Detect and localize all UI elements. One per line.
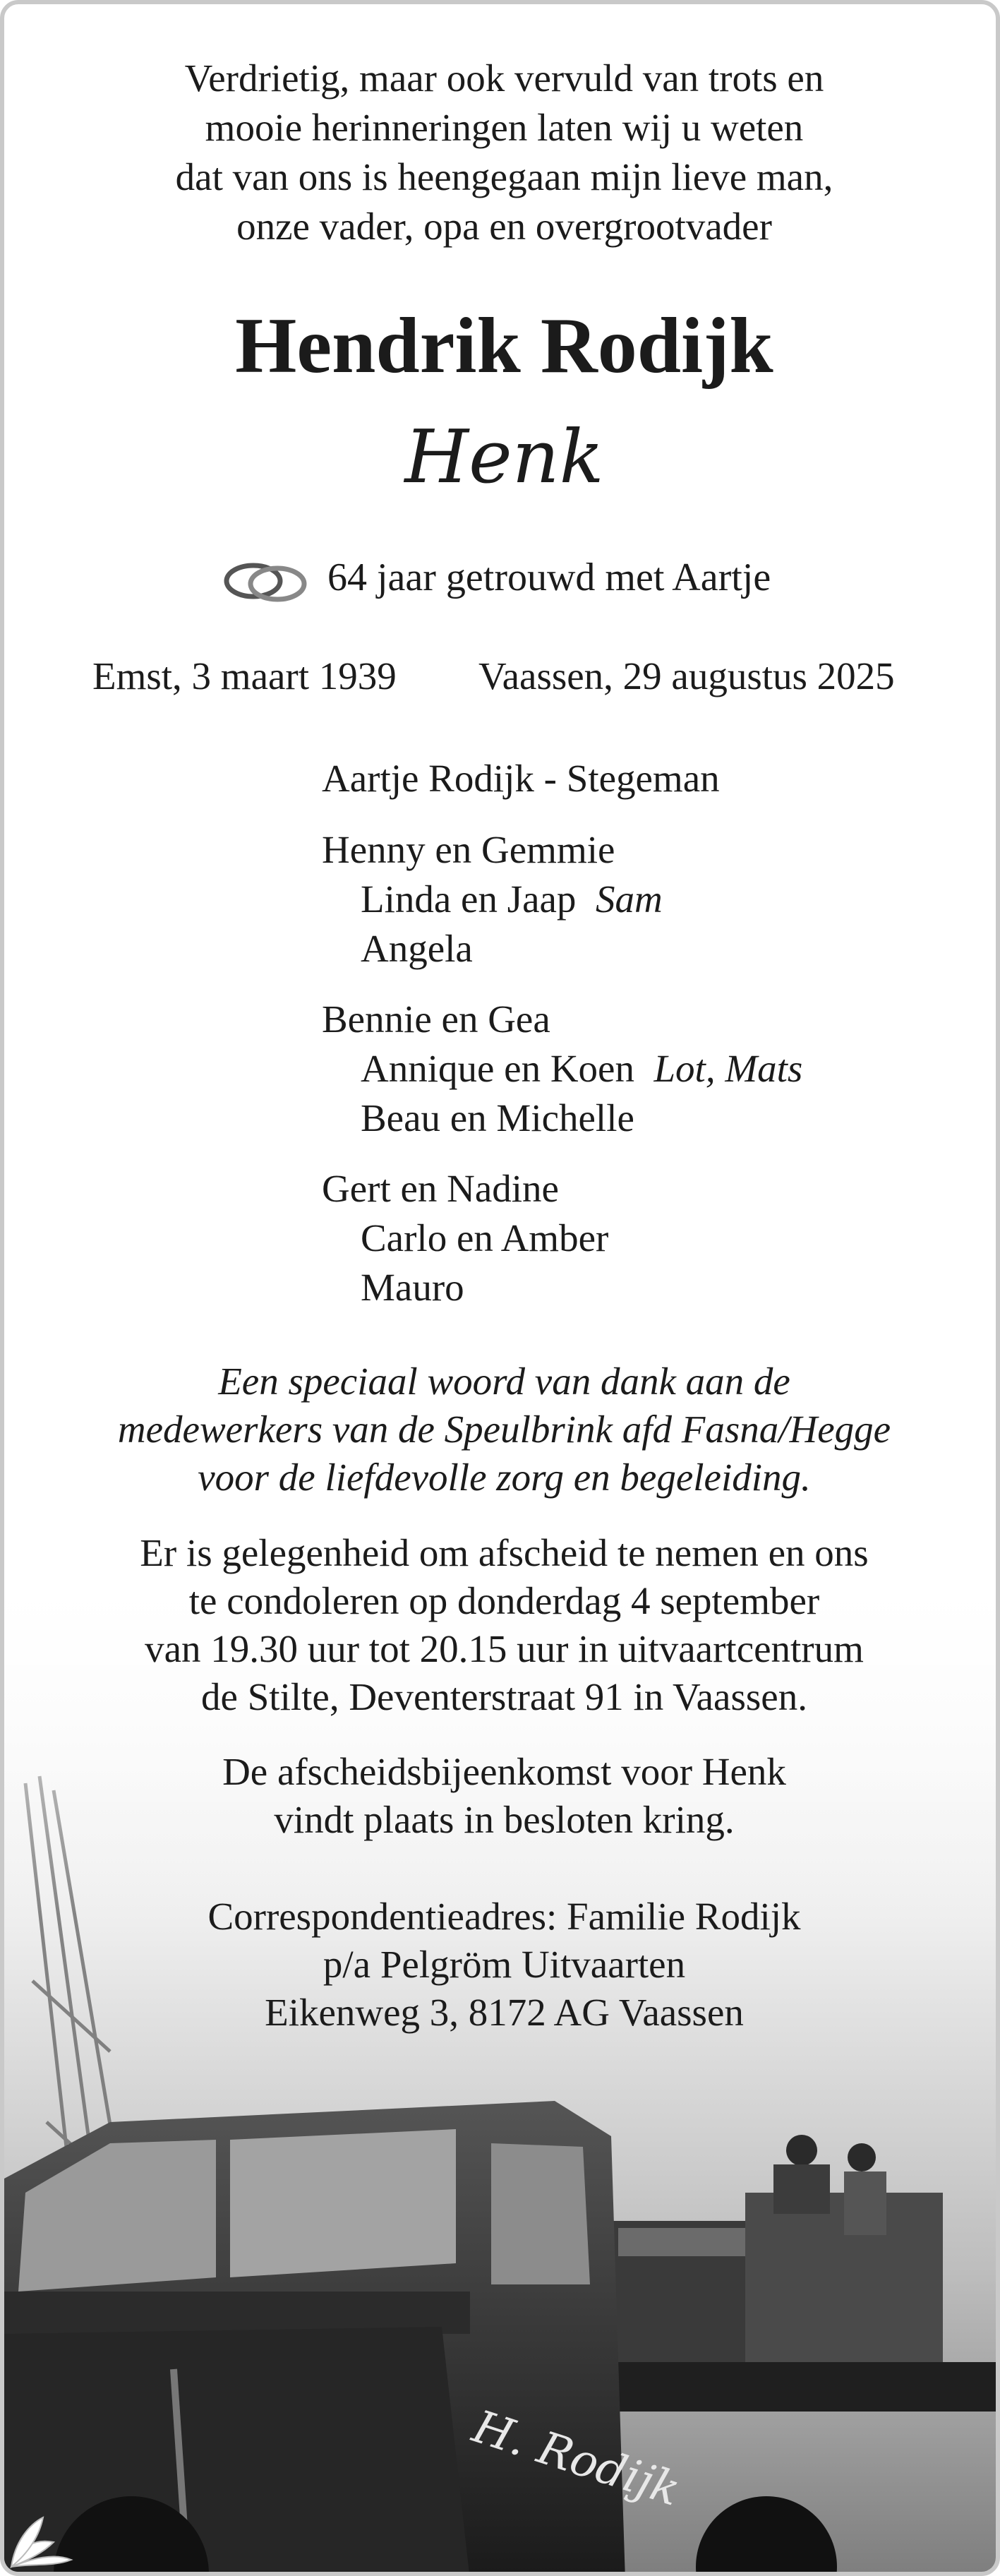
member-name: Annique en Koen xyxy=(361,1047,634,1090)
thanks-line: medewerkers van de Speulbrink afd Fasna/Hegge xyxy=(117,1408,891,1451)
member-name: Angela xyxy=(361,927,473,970)
intro-line: dat van ons is heengegaan mijn lieve man, xyxy=(175,155,833,198)
member-name: Mauro xyxy=(361,1266,464,1309)
family-spouse: Aartje Rodijk - Stegeman xyxy=(322,757,720,800)
condolence-text xyxy=(4,1529,1000,1721)
address-line: p/a Pelgröm Uitvaarten xyxy=(323,1943,686,1986)
family-member xyxy=(322,1214,608,1263)
leaf-ornament-icon xyxy=(4,2503,82,2574)
death-date: Vaassen, 29 augustus 2025 xyxy=(478,654,895,697)
member-kids: Lot, Mats xyxy=(653,1047,803,1090)
thanks-line: Een speciaal woord van dank aan de xyxy=(218,1360,790,1403)
condolence-line: van 19.30 uur tot 20.15 uur in uitvaartcentrum xyxy=(145,1627,864,1670)
married-text: 64 jaar getrouwd met Aartje xyxy=(327,556,771,599)
address-block xyxy=(4,1893,1000,2037)
member-name: Beau en Michelle xyxy=(361,1096,634,1139)
gathering-line: vindt plaats in besloten kring. xyxy=(274,1798,735,1841)
member-kids: Sam xyxy=(595,877,663,921)
condolence-line: te condoleren op donderdag 4 september xyxy=(188,1579,820,1622)
family-head: Henny en Gemmie xyxy=(322,828,615,871)
thanks-line: voor de liefdevolle zorg en begeleiding. xyxy=(198,1456,811,1499)
condolence-line: de Stilte, Deventerstraat 91 in Vaassen. xyxy=(201,1675,807,1718)
family-member xyxy=(322,924,663,974)
family-group xyxy=(322,995,802,1143)
family-group xyxy=(322,1164,608,1312)
intro-text xyxy=(4,54,1000,251)
deceased-name: Hendrik Rodijk xyxy=(235,302,773,390)
intro-line: mooie herinneringen laten wij u weten xyxy=(205,106,804,149)
birth-date: Emst, 3 maart 1939 xyxy=(92,654,397,697)
condolence-line: Er is gelegenheid om afscheid te nemen en ons xyxy=(140,1531,869,1574)
family-head: Bennie en Gea xyxy=(322,998,550,1041)
thanks-text xyxy=(4,1358,1000,1502)
wedding-rings-icon xyxy=(219,551,311,608)
intro-line: onze vader, opa en overgrootvader xyxy=(236,205,772,248)
nickname: Henk xyxy=(404,414,604,500)
family-member xyxy=(322,875,663,924)
family-head: Gert en Nadine xyxy=(322,1167,559,1210)
family-group xyxy=(322,825,663,974)
family-member xyxy=(322,1263,608,1312)
family-member xyxy=(322,1094,802,1143)
family-member xyxy=(322,1044,802,1094)
gathering-text xyxy=(4,1748,1000,1844)
gathering-line: De afscheidsbijeenkomst voor Henk xyxy=(222,1750,786,1793)
address-line: Correspondentieadres: Familie Rodijk xyxy=(207,1895,801,1938)
intro-line: Verdrietig, maar ook vervuld van trots en xyxy=(184,56,824,100)
member-name: Carlo en Amber xyxy=(361,1216,609,1259)
member-name: Linda en Jaap xyxy=(361,877,577,921)
address-line: Eikenweg 3, 8172 AG Vaassen xyxy=(265,1991,744,2034)
